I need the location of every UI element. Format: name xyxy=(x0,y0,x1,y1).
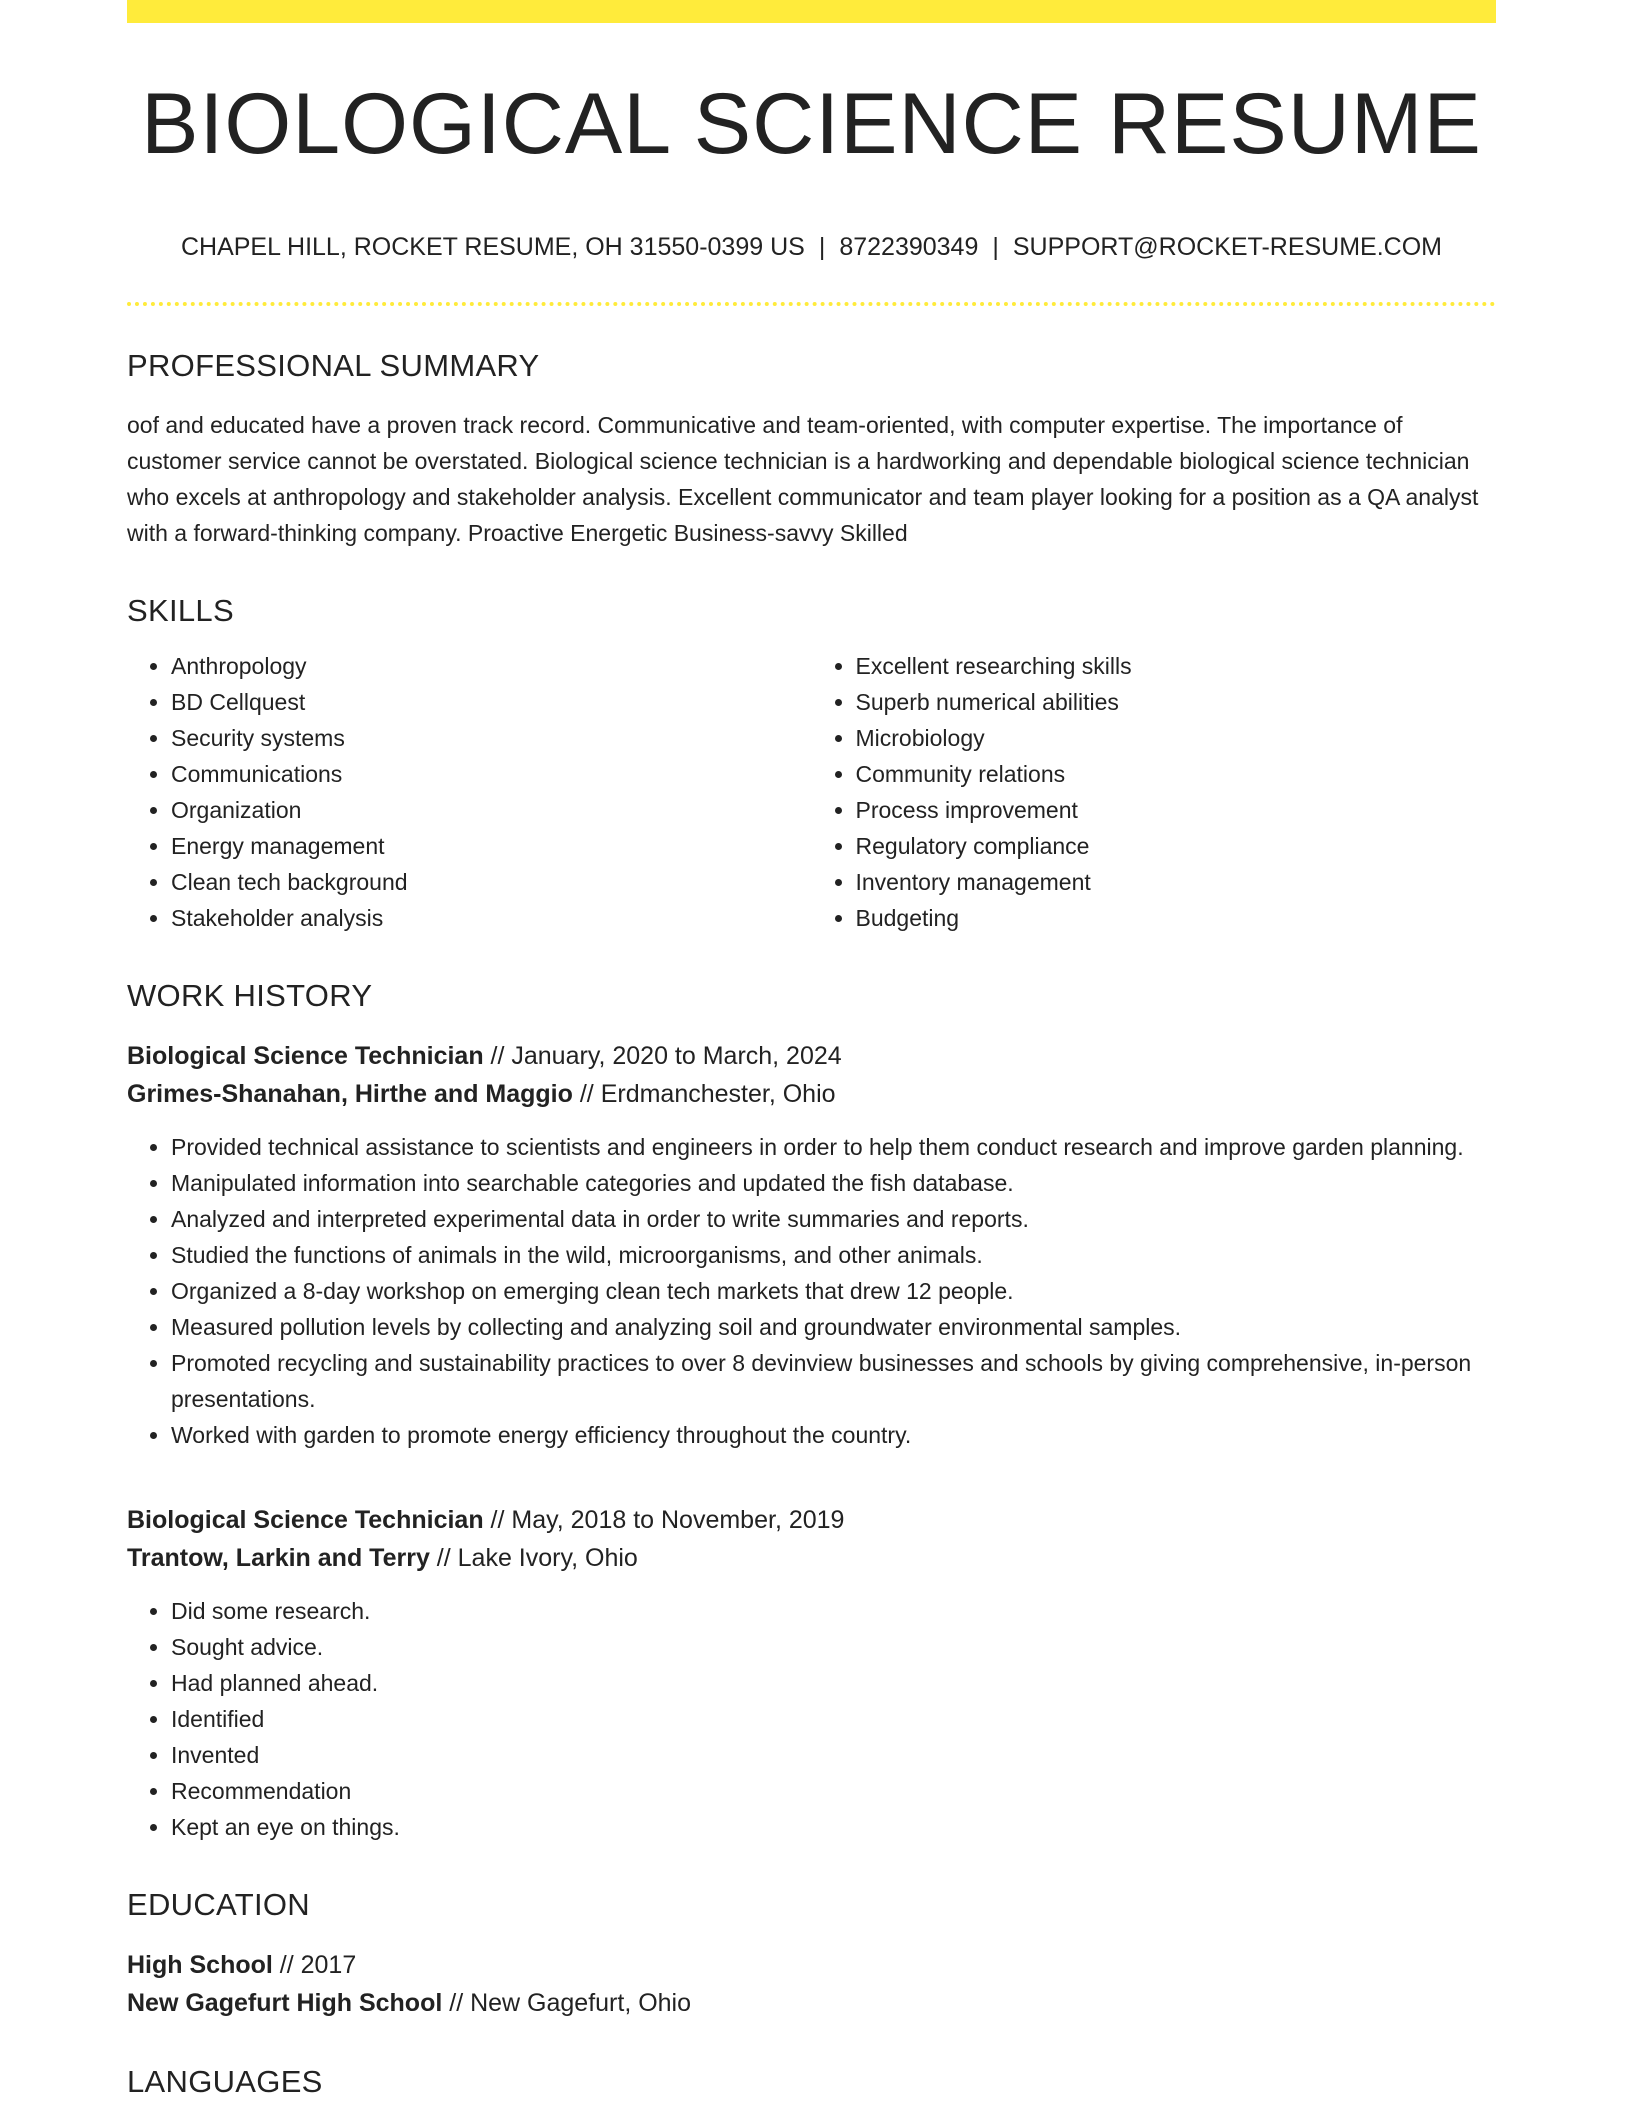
skills-column-left xyxy=(127,648,812,936)
skill-item: • BD Cellquest xyxy=(171,684,812,720)
job-bullet: • Organized a 8-day workshop on emerging clean tech markets that drew 12 people. xyxy=(171,1273,1496,1309)
job-bullet: • Provided technical assistance to scientists and engineers in order to help them conduct research and improve garden planning. xyxy=(171,1129,1496,1165)
contact-line xyxy=(127,235,1496,260)
education-school-line xyxy=(127,1984,1496,2022)
job-bullet: • Identified xyxy=(171,1701,1496,1737)
job-bullet: • Measured pollution levels by collecting and analyzing soil and groundwater environmental samples. xyxy=(171,1309,1496,1345)
resume-title: BIOLOGICAL SCIENCE RESUME xyxy=(141,76,1482,172)
skill-item: • Security systems xyxy=(171,720,812,756)
resume-page xyxy=(127,0,1496,2097)
skills-column-right xyxy=(812,648,1497,936)
languages-heading: LANGUAGES xyxy=(127,2064,323,2099)
job-bullets xyxy=(127,1129,1496,1453)
summary-heading: PROFESSIONAL SUMMARY xyxy=(127,348,540,383)
skill-item: • Superb numerical abilities xyxy=(856,684,1497,720)
job-title: Biological Science Technician xyxy=(127,1506,484,1534)
contact-separator: | xyxy=(818,233,826,261)
skill-item: • Energy management xyxy=(171,828,812,864)
job-company-line xyxy=(127,1075,1496,1113)
job-bullet: • Analyzed and interpreted experimental data in order to write summaries and reports. xyxy=(171,1201,1496,1237)
skill-item: • Excellent researching skills xyxy=(856,648,1497,684)
job-bullet: • Studied the functions of animals in the wild, microorganisms, and other animals. xyxy=(171,1237,1496,1273)
top-accent-bar xyxy=(127,0,1496,23)
contact-separator: | xyxy=(992,233,999,261)
job-entry xyxy=(127,1501,1496,1845)
job-company-line xyxy=(127,1539,1496,1577)
job-dates: // January, 2020 to March, 2024 xyxy=(483,1042,842,1070)
job-title-line xyxy=(127,1037,1496,1075)
job-bullet: • Worked with garden to promote energy efficiency throughout the country. xyxy=(171,1417,1496,1453)
education-year: // 2017 xyxy=(272,1951,357,1979)
skill-item: • Community relations xyxy=(856,756,1497,792)
skills-list xyxy=(127,648,1496,936)
job-title: Biological Science Technician xyxy=(127,1042,484,1070)
job-bullet: • Did some research. xyxy=(171,1593,1496,1629)
job-bullet: • Promoted recycling and sustainability practices to over 8 devinview businesses and schools by giving comprehensive, in-person presentations. xyxy=(171,1345,1496,1417)
skill-item: • Clean tech background xyxy=(171,864,812,900)
job-bullet: • Recommendation xyxy=(171,1773,1496,1809)
skills-heading: SKILLS xyxy=(127,593,234,628)
skill-item: • Inventory management xyxy=(856,864,1497,900)
skill-item: • Microbiology xyxy=(856,720,1497,756)
skill-item: • Stakeholder analysis xyxy=(171,900,812,936)
job-bullet: • Had planned ahead. xyxy=(171,1665,1496,1701)
work-history-heading: WORK HISTORY xyxy=(127,978,373,1013)
education-location: // New Gagefurt, Ohio xyxy=(442,1989,692,2017)
skill-item: • Regulatory compliance xyxy=(856,828,1497,864)
job-location: // Lake Ivory, Ohio xyxy=(429,1544,638,1572)
contact-address: CHAPEL HILL, ROCKET RESUME, OH 31550-0399 US xyxy=(180,233,805,261)
job-bullet: • Kept an eye on things. xyxy=(171,1809,1496,1845)
education-degree: High School xyxy=(127,1951,273,1979)
skill-item: • Anthropology xyxy=(171,648,812,684)
job-bullet: • Sought advice. xyxy=(171,1629,1496,1665)
job-location: // Erdmanchester, Ohio xyxy=(572,1080,836,1108)
job-company: Grimes-Shanahan, Hirthe and Maggio xyxy=(127,1080,573,1108)
job-bullet: • Invented xyxy=(171,1737,1496,1773)
dotted-divider xyxy=(127,302,1496,306)
job-entry xyxy=(127,1037,1496,1453)
summary-text: oof and educated have a proven track record. Communicative and team-oriented, with computer expertise. The importance of customer service cannot be overstated. Biological science technician is a hardworking and dependable biological science technician who excels at anthropology and stakeholder analysis. Excellent communicator and team player looking for a position as a QA analyst with a forward-thinking company. Proactive Energetic Business-savvy Skilled xyxy=(127,412,1479,546)
skill-item: • Budgeting xyxy=(856,900,1497,936)
skill-item: • Communications xyxy=(171,756,812,792)
skill-item: • Process improvement xyxy=(856,792,1497,828)
job-bullets xyxy=(127,1593,1496,1845)
job-company: Trantow, Larkin and Terry xyxy=(127,1544,430,1572)
skill-item: • Organization xyxy=(171,792,812,828)
education-heading: EDUCATION xyxy=(127,1887,310,1922)
contact-email: SUPPORT@ROCKET-RESUME.COM xyxy=(1012,233,1443,261)
job-title-line xyxy=(127,1501,1496,1539)
contact-phone: 8722390349 xyxy=(839,233,979,261)
education-entry xyxy=(127,1946,1496,2022)
education-degree-line xyxy=(127,1946,1496,1984)
job-bullet: • Manipulated information into searchable categories and updated the fish database. xyxy=(171,1165,1496,1201)
education-school: New Gagefurt High School xyxy=(127,1989,443,2017)
job-dates: // May, 2018 to November, 2019 xyxy=(483,1506,845,1534)
